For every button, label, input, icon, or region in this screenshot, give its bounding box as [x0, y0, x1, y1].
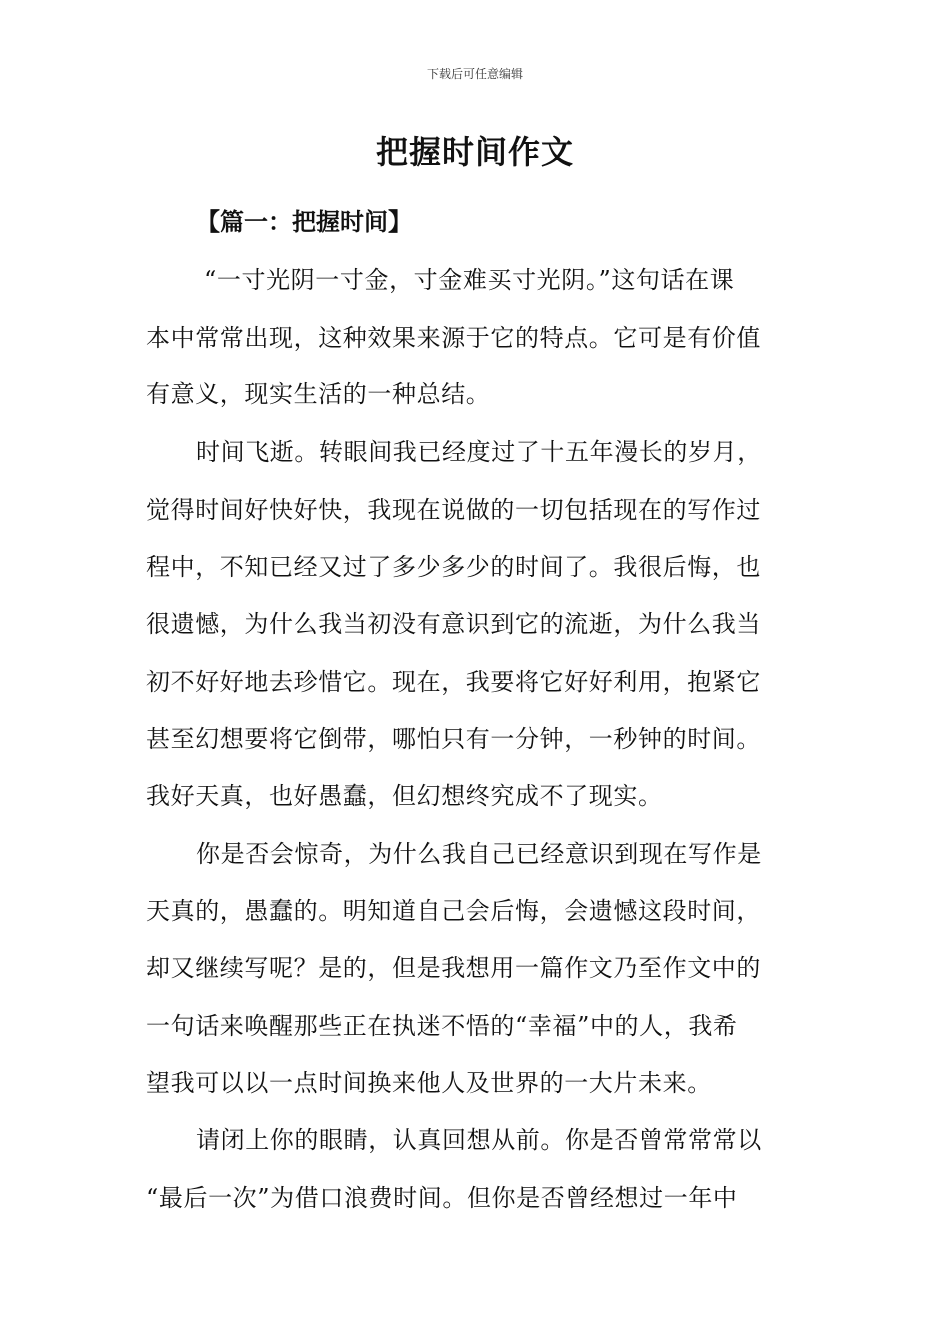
paragraph-2-line-7: 我好天真，也好愚蠢，但幻想终究成不了现实。: [146, 782, 663, 810]
paragraph-3-line-2: 天真的，愚蠢的。明知道自己会后悔，会遗憾这段时间，: [146, 897, 761, 925]
paragraph-3-line-5: 望我可以以一点时间换来他人及世界的一大片未来。: [146, 1069, 712, 1097]
paragraph-2-line-1: 时间飞逝。转眼间我已经度过了十五年漫长的岁月，: [196, 438, 762, 466]
section-heading: 【篇一：把握时间】: [196, 207, 412, 236]
page-header-note: 下载后可任意编辑: [426, 67, 523, 81]
paragraph-2-line-5: 初不好好地去珍惜它。现在，我要将它好好利用，抱紧它: [146, 668, 761, 696]
paragraph-2-line-6: 甚至幻想要将它倒带，哪怕只有一分钟，一秒钟的时间。: [146, 725, 761, 753]
paragraph-3-line-1: 你是否会惊奇，为什么我自己已经意识到现在写作是: [196, 840, 762, 868]
paragraph-1-line-2: 本中常常出现，这种效果来源于它的特点。它可是有价值: [146, 324, 761, 352]
paragraph-3-line-4: 一句话来唤醒那些正在执迷不悟的“幸福”中的人，我希: [146, 1012, 738, 1040]
paragraph-1-line-3: 有意义，现实生活的一种总结。: [146, 380, 491, 408]
paragraph-4-line-1: 请闭上你的眼睛，认真回想从前。你是否曾常常常以: [196, 1126, 762, 1154]
document-title: 把握时间作文: [375, 133, 574, 171]
paragraph-2-line-2: 觉得时间好快好快，我现在说做的一切包括现在的写作过: [146, 496, 761, 524]
paragraph-4-line-2: “最后一次”为借口浪费时间。但你是否曾经想过一年中: [146, 1184, 738, 1212]
paragraph-2-line-3: 程中，不知已经又过了多少多少的时间了。我很后悔，也: [146, 553, 761, 581]
paragraph-2-line-4: 很遗憾，为什么我当初没有意识到它的流逝，为什么我当: [146, 610, 761, 638]
paragraph-3-line-3: 却又继续写呢？是的，但是我想用一篇作文乃至作文中的: [146, 954, 761, 982]
paragraph-1-line-1: “一寸光阴一寸金，寸金难买寸光阴。”这句话在课: [204, 266, 735, 294]
